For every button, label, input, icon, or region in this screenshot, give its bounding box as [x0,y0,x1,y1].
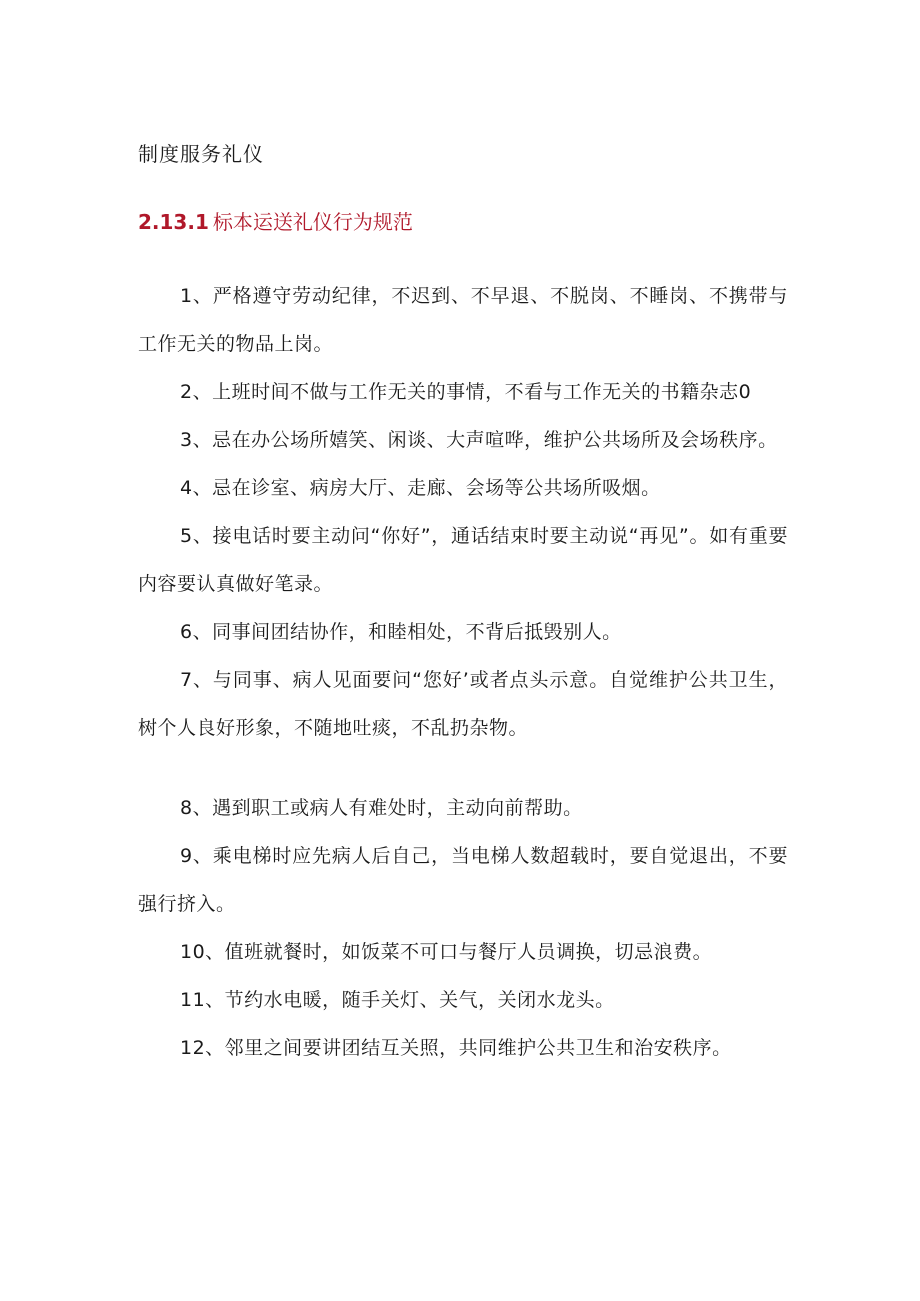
rule-item: 8、遇到职工或病人有难处时，主动向前帮助。 [180,797,583,819]
rule-item: 5、接电话时要主动问“你好”，通话结束时要主动说“再见”。如有重要内容要认真做好笔录。 [138,525,788,595]
rules-list [138,272,788,1072]
rule-item: 1、严格遵守劳动纪律，不迟到、不早退、不脱岗、不睡岗、不携带与工作无关的物品上岗。 [138,285,788,355]
section-heading [138,207,413,237]
rule-item: 2、上班时间不做与工作无关的事情，不看与工作无关的书籍杂志0 [180,381,752,403]
section-title: 标本运送礼仪行为规范 [212,210,413,234]
rule-item: 4、忌在诊室、病房大厅、走廊、会场等公共场所吸烟。 [180,477,661,499]
section-number: 2.13.1 [138,210,209,234]
document-title: 制度服务礼仪 [138,142,264,166]
rule-item: 12、邻里之间要讲团结互关照，共同维护公共卫生和治安秩序。 [180,1037,732,1059]
rule-item: 10、值班就餐时，如饭菜不可口与餐厅人员调换，切忌浪费。 [180,941,713,963]
rule-item: 9、乘电梯时应先病人后自己，当电梯人数超载时，要自觉退出，不要强行挤入。 [138,845,788,915]
rule-item: 7、与同事、病人见面要问“您好’或者点头示意。自觉维护公共卫生，树个人良好形象，不随地吐痰，不乱扔杂物。 [138,669,788,739]
rule-item: 6、同事间团结协作，和睦相处，不背后抵毁别人。 [180,621,622,643]
rule-item: 11、节约水电暖，随手关灯、关气，关闭水龙头。 [180,989,615,1011]
rule-item: 3、忌在办公场所嬉笑、闲谈、大声喧哗，维护公共场所及会场秩序。 [180,429,778,451]
